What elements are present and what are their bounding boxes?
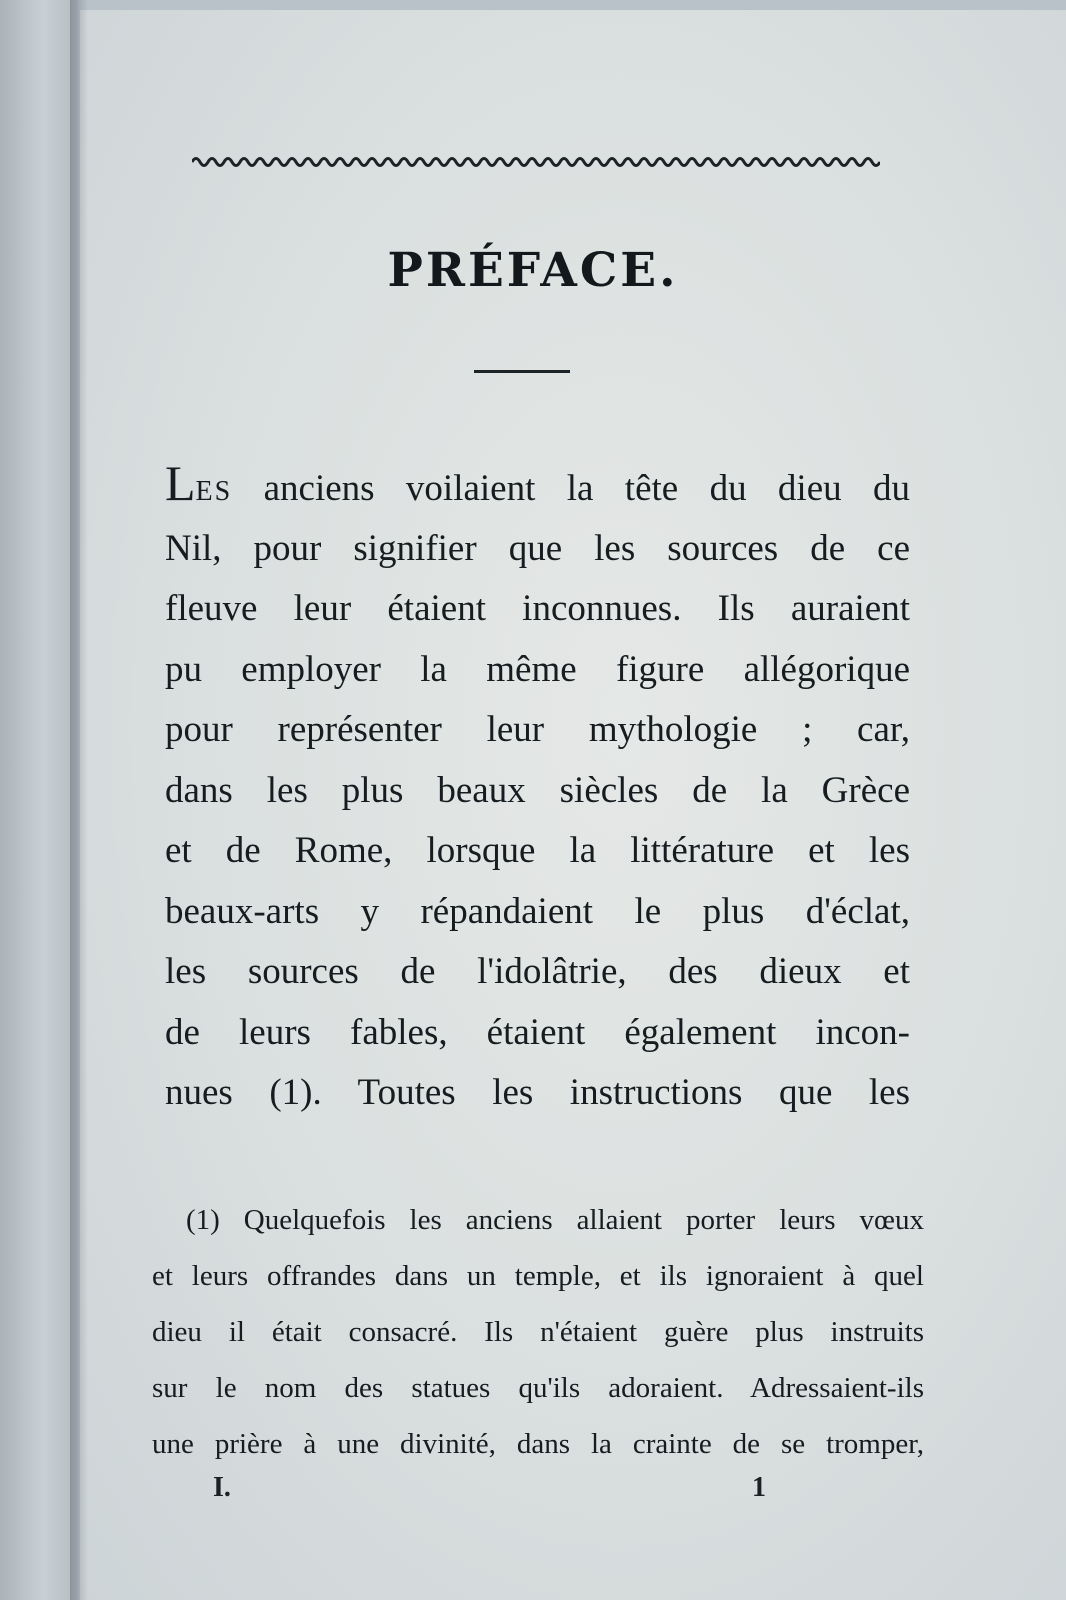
body-line: de leurs fables, étaient également incon- <box>165 1011 910 1053</box>
body-line: dans les plus beaux siècles de la Grèce <box>165 769 910 811</box>
footnote-line: et leurs offrandes dans un temple, et ils ignoraient à quel <box>152 1260 924 1292</box>
gutter-shadow <box>70 0 88 1600</box>
body-line: les sources de l'idolâtrie, des dieux et <box>165 951 910 992</box>
body-line: fleuve leur étaient inconnues. Ils auraient <box>165 588 910 629</box>
page-number: 1 <box>752 1472 766 1503</box>
page-title: PRÉFACE. <box>387 243 679 298</box>
body-line: pu employer la même figure allégorique <box>165 648 910 690</box>
footnote-line: dieu il était consacré. Ils n'étaient guère plus instruits <box>152 1316 924 1348</box>
body-line: nues (1). Toutes les instructions que les <box>165 1072 910 1113</box>
body-line: pour représenter leur mythologie ; car, <box>165 709 910 750</box>
body-line: et de Rome, lorsque la littérature et les <box>165 830 910 871</box>
signature-mark: I. <box>213 1472 231 1503</box>
footnote <box>152 1192 924 1472</box>
footnote-line: (1) Quelquefois les anciens allaient porter leurs vœux <box>186 1204 924 1236</box>
footnote-line: une prière à une divinité, dans la crainte de se tromper, <box>152 1428 924 1460</box>
body-line: beaux-arts y répandaient le plus d'éclat, <box>165 890 910 932</box>
first-word-rest: ES <box>195 476 233 507</box>
title-rule <box>474 370 570 373</box>
body-line-text: anciens voilaient la tête du dieu du <box>232 468 910 509</box>
body-line: Nil, pour signifier que les sources de ce <box>165 527 910 569</box>
footnote-line: sur le nom des statues qu'ils adoraient. Adressaient-ils <box>152 1372 924 1404</box>
wavy-ornament <box>192 150 880 174</box>
left-page-edge <box>0 0 78 1600</box>
body-line <box>165 455 910 519</box>
body-text <box>165 455 910 1124</box>
drop-cap: L <box>165 455 196 511</box>
